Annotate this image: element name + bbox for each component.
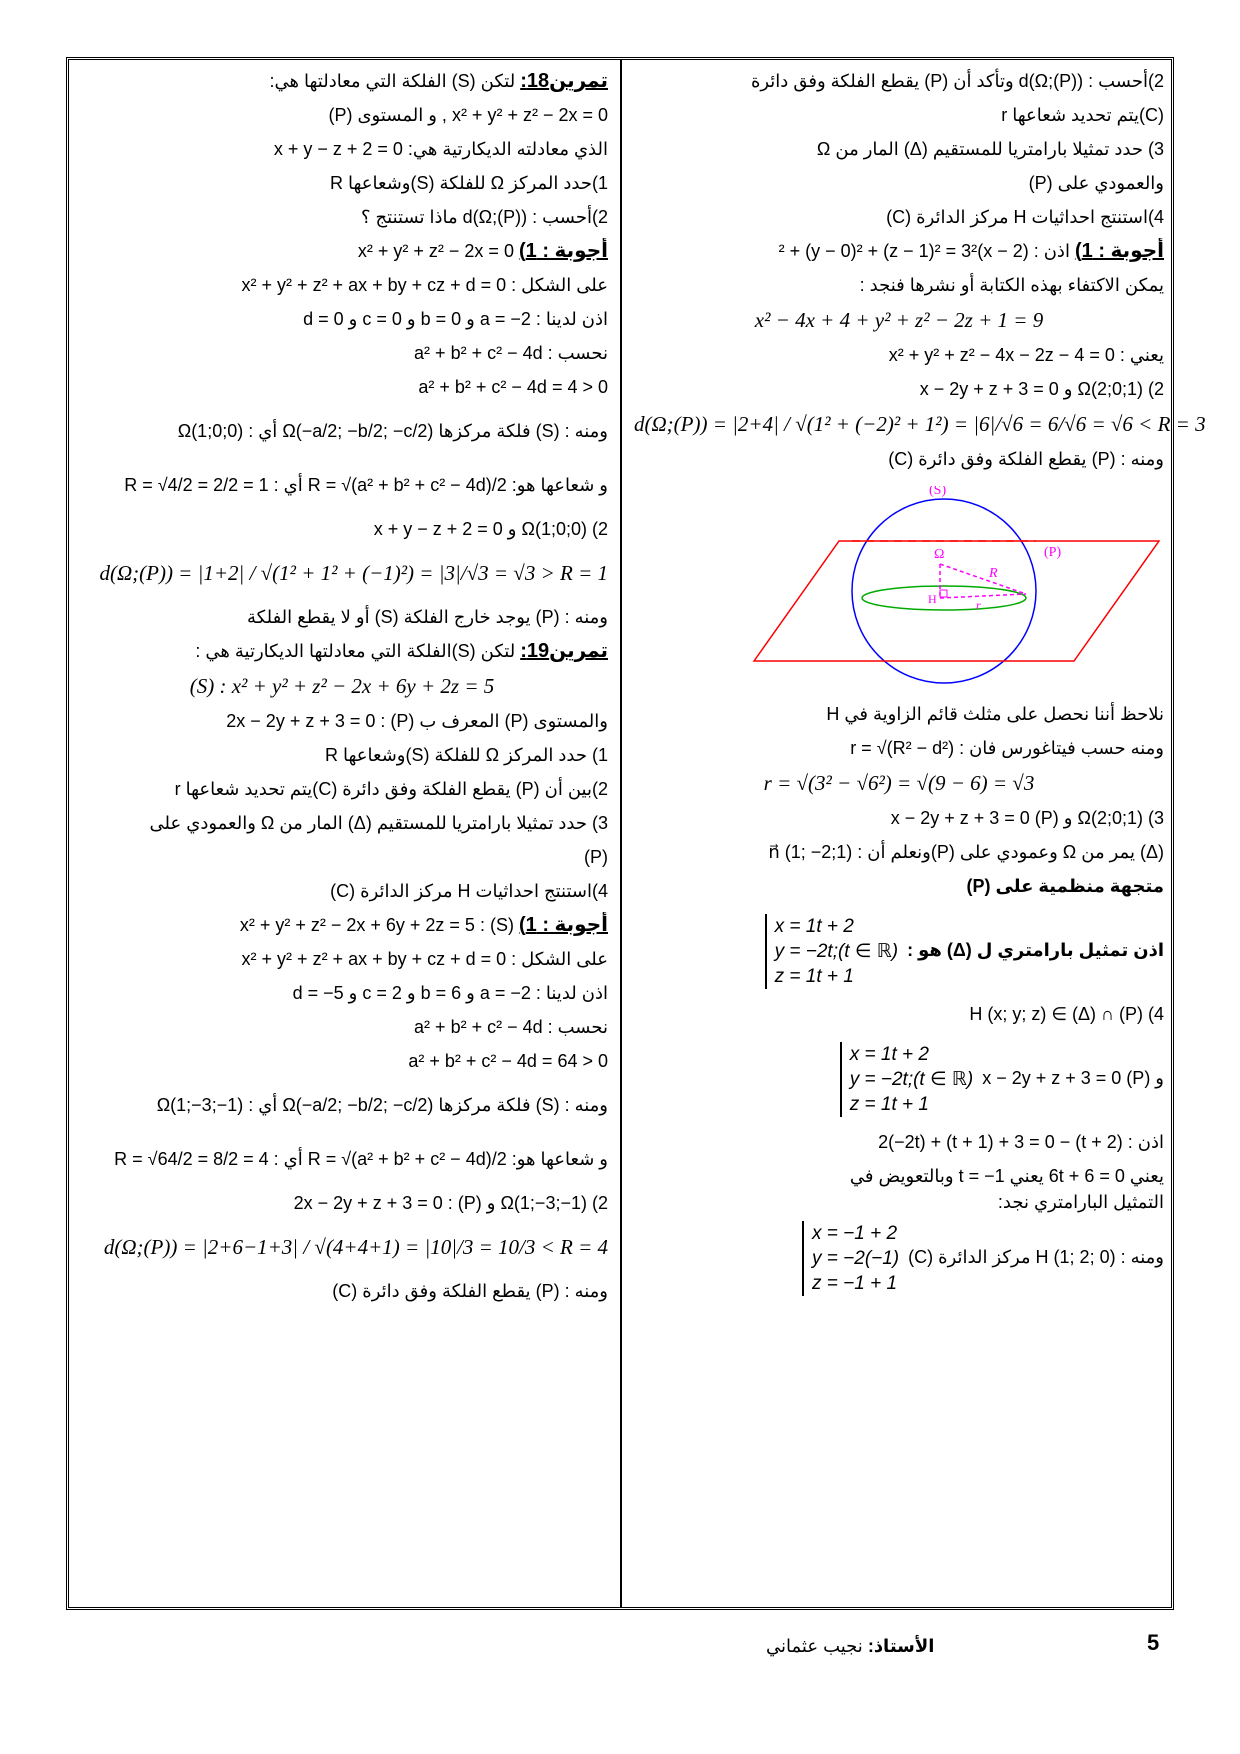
exercise-19-q3: 3) حدد تمثيلا بارامتريا للمستقيم (Δ) المار من Ω والعمودي على: [149, 813, 608, 833]
question-3-cont: والعمودي على (P): [1028, 173, 1164, 193]
final-system: x = −1 + 2 y = −2(−1) z = −1 + 1: [802, 1221, 899, 1296]
answer-19-q2: 2) Ω(1;−3;−1) و (P) : 2x − 2y + z + 3 = 0: [293, 1193, 608, 1213]
substitution-3: التمثيل البارامتري نجد:: [997, 1192, 1164, 1212]
answer-3-normal: (Δ) يمر من Ω وعمودي على (P)ونعلم أن : n⃗ (1; −2;1): [768, 842, 1164, 862]
answer-19-line: أجوبة : 1) (S) : x² + y² + z² − 2x + 6y + 2z = 5: [239, 914, 608, 936]
answer-1-line: [634, 238, 1164, 264]
left-column: [76, 68, 608, 1312]
page-number: 5: [1147, 1630, 1160, 1655]
param-line: [634, 907, 1164, 993]
answer-heading: أجوبة : 1): [1074, 240, 1164, 262]
answer-1-eq: اذن : (x − 2)² + (y − 0)² + (z − 1)² = 3²: [778, 241, 1070, 261]
system-2: x = 1t + 2 y = −2t;(t ∈ ℝ) z = 1t + 1: [840, 1042, 973, 1117]
radius-label: R: [989, 566, 998, 581]
answer-18-calc: نحسب : a² + b² + c² − 4d: [414, 343, 608, 363]
small-r-label: r: [976, 598, 981, 612]
exercise-18-q1: 1)حدد المركز Ω للفلكة (S)وشعاعها R: [330, 173, 608, 193]
exercise-18-plane: الذي معادلته الديكارتية هي: x + y − z + 2 = 0: [273, 139, 608, 159]
foot-label: H: [928, 592, 937, 606]
answer-18-center: ومنه : (S) فلكة مركزها Ω(−a/2; −b/2; −c/2) أي : Ω(1;0;0): [177, 421, 608, 441]
r-calc: r = √(3² − √6²) = √(9 − 6) = √3: [763, 771, 1035, 795]
answer-19-calc2: a² + b² + c² − 4d = 64 > 0: [408, 1051, 608, 1071]
plane-label: (P): [1044, 545, 1062, 560]
sphere-plane-diagram: [744, 486, 1164, 686]
note-expand: يمكن الاكتفاء بهذه الكتابة أو نشرها فنجد :: [859, 275, 1164, 295]
exercise-18-title: تمرين18:: [520, 70, 608, 92]
param-system: x = 1t + 2 y = −2t;(t ∈ ℝ) z = 1t + 1: [765, 914, 898, 989]
answer-3-normal-cont: متجهة منظمية على (P): [966, 876, 1164, 896]
center-label: Ω: [934, 547, 945, 562]
right-column: [634, 68, 1206, 1305]
intersection-conclusion: ومنه : (P) يقطع الفلكة وفق دائرة (C): [888, 449, 1164, 469]
answer-4-given: 4) H (x; y; z) ∈ (Δ) ∩ (P): [969, 1004, 1164, 1024]
exercise-19-title: تمرين19:: [520, 640, 608, 662]
teacher-label: الأستاذ:: [867, 1636, 935, 1656]
answer-18-q2: 2) Ω(1;0;0) و x + y − z + 2 = 0: [373, 519, 608, 539]
exercise-18-intro: تمرين18: لتكن (S) الفلكة التي معادلتها هي:: [269, 70, 608, 92]
column-divider: [620, 60, 622, 1607]
answer-18-distance: d(Ω;(P)) = |1+2| / √(1² + 1² + (−1)²) = |3|/√3 = √3 > R = 1: [99, 561, 608, 585]
answer-18-coef: اذن لدينا : a = −2 و b = 0 و c = 0 و d = 0: [303, 309, 608, 329]
answer-18-conclusion: ومنه : (P) يوجد خارج الفلكة (S) أو لا يقطع الفلكة: [247, 607, 608, 627]
exercise-19-plane: والمستوى (P) المعرف ب (P) : 2x − 2y + z + 3 = 0: [226, 711, 608, 731]
answer-19-heading: أجوبة : 1): [518, 914, 608, 936]
distance-calc: d(Ω;(P)) = |2+4| / √(1² + (−2)² + 1²) = |6|/√6 = 6/√6 = √6 < R = 3: [634, 412, 1206, 436]
question-3: 3) حدد تمثيلا بارامتريا للمستقيم (Δ) المار من Ω: [816, 139, 1164, 159]
param-label: اذن تمثيل بارامتري ل (Δ) هو :: [907, 940, 1164, 960]
system-2-tail: و (P) x − 2y + z + 3 = 0: [982, 1068, 1164, 1088]
expanded-eq: x² − 4x + 4 + y² + z² − 2z + 1 = 9: [754, 308, 1044, 332]
answer-18-calc2: a² + b² + c² − 4d = 4 > 0: [418, 377, 608, 397]
question-4: 4)استنتج احداثيات H مركز الدائرة (C): [886, 207, 1164, 227]
answer-18-radius: و شعاعها هو: R = √(a² + b² + c² − 4d)/2 أي : R = √4/2 = 2/2 = 1: [124, 475, 608, 495]
exercise-18-sphere: x² + y² + z² − 2x = 0 , و المستوى (P): [328, 105, 608, 125]
final-line: [634, 1217, 1164, 1297]
plane-parallelogram: [754, 541, 1159, 661]
teacher-credit: [766, 1636, 934, 1657]
exercise-19-sphere: (S) : x² + y² + z² − 2x + 6y + 2z = 5: [189, 674, 495, 698]
exercise-19-q2: 2)بين أن (P) يقطع الفلكة وفق دائرة (C)يتم تحديد شعاعها r: [174, 779, 608, 799]
exercise-19-q3b: (P): [583, 847, 608, 867]
substitution-1: اذن : (t + 2) − 2(−2t) + (t + 1) + 3 = 0: [878, 1132, 1164, 1152]
sphere-label: (S): [929, 486, 947, 498]
answer-3-given: 3) Ω(2;0;1) و (P) x − 2y + z + 3 = 0: [890, 808, 1164, 828]
substitution-2: يعني 6t + 6 = 0 يعني t = −1 وبالتعويض في: [849, 1166, 1164, 1186]
exercise-19-intro: تمرين19: لتكن (S)الفلكة التي معادلتها الديكارتية هي :: [195, 640, 608, 662]
final-text: ومنه : H (1; 2; 0) مركز الدائرة (C): [908, 1247, 1164, 1267]
answer-19-conclusion: ومنه : (P) يقطع الفلكة وفق دائرة (C): [332, 1281, 608, 1301]
answer-19-center: ومنه : (S) فلكة مركزها Ω(−a/2; −b/2; −c/2) أي : Ω(1;−3;−1): [156, 1095, 608, 1115]
answer-2-given: 2) Ω(2;0;1) و x − 2y + z + 3 = 0: [919, 379, 1164, 399]
answer-18-line: أجوبة : 1) x² + y² + z² − 2x = 0: [357, 240, 608, 262]
pythagoras: ومنه حسب فيتاغورس فان : r = √(R² − d²): [850, 738, 1164, 758]
answer-18-heading: أجوبة : 1): [518, 240, 608, 262]
right-triangle-note: نلاحظ أننا نحصل على مثلث قائم الزاوية في H: [826, 704, 1164, 724]
exercise-19-q4: 4)استنتج احداثيات H مركز الدائرة (C): [330, 881, 608, 901]
question-2-cont: (C)يتم تحديد شعاعها r: [1001, 105, 1164, 125]
exercise-18-q2: 2)أحسب : d(Ω;(P)) ماذا تستنتج ؟: [360, 207, 608, 227]
question-2: 2)أحسب : d(Ω;(P)) وتأكد أن (P) يقطع الفلكة وفق دائرة: [750, 71, 1164, 91]
simplified-eq: يعني : x² + y² + z² − 4x − 2z − 4 = 0: [888, 345, 1164, 365]
answer-19-distance: d(Ω;(P)) = |2+6−1+3| / √(4+4+1) = |10|/3 = 10/3 < R = 4: [103, 1235, 608, 1259]
answer-19-calc: نحسب : a² + b² + c² − 4d: [414, 1017, 608, 1037]
answer-18-form: على الشكل : x² + y² + z² + ax + by + cz + d = 0: [241, 275, 608, 295]
answer-19-radius: و شعاعها هو: R = √(a² + b² + c² − 4d)/2 أي : R = √64/2 = 8/2 = 4: [114, 1149, 608, 1169]
answer-19-coef: اذن لدينا : a = −2 و b = 6 و c = 2 و d = −5: [292, 983, 608, 1003]
exercise-19-q1: 1) حدد المركز Ω للفلكة (S)وشعاعها R: [325, 745, 608, 765]
teacher-name: نجيب عثماني: [766, 1636, 863, 1656]
answer-19-form: على الشكل : x² + y² + z² + ax + by + cz + d = 0: [241, 949, 608, 969]
system-2-line: [634, 1035, 1164, 1121]
